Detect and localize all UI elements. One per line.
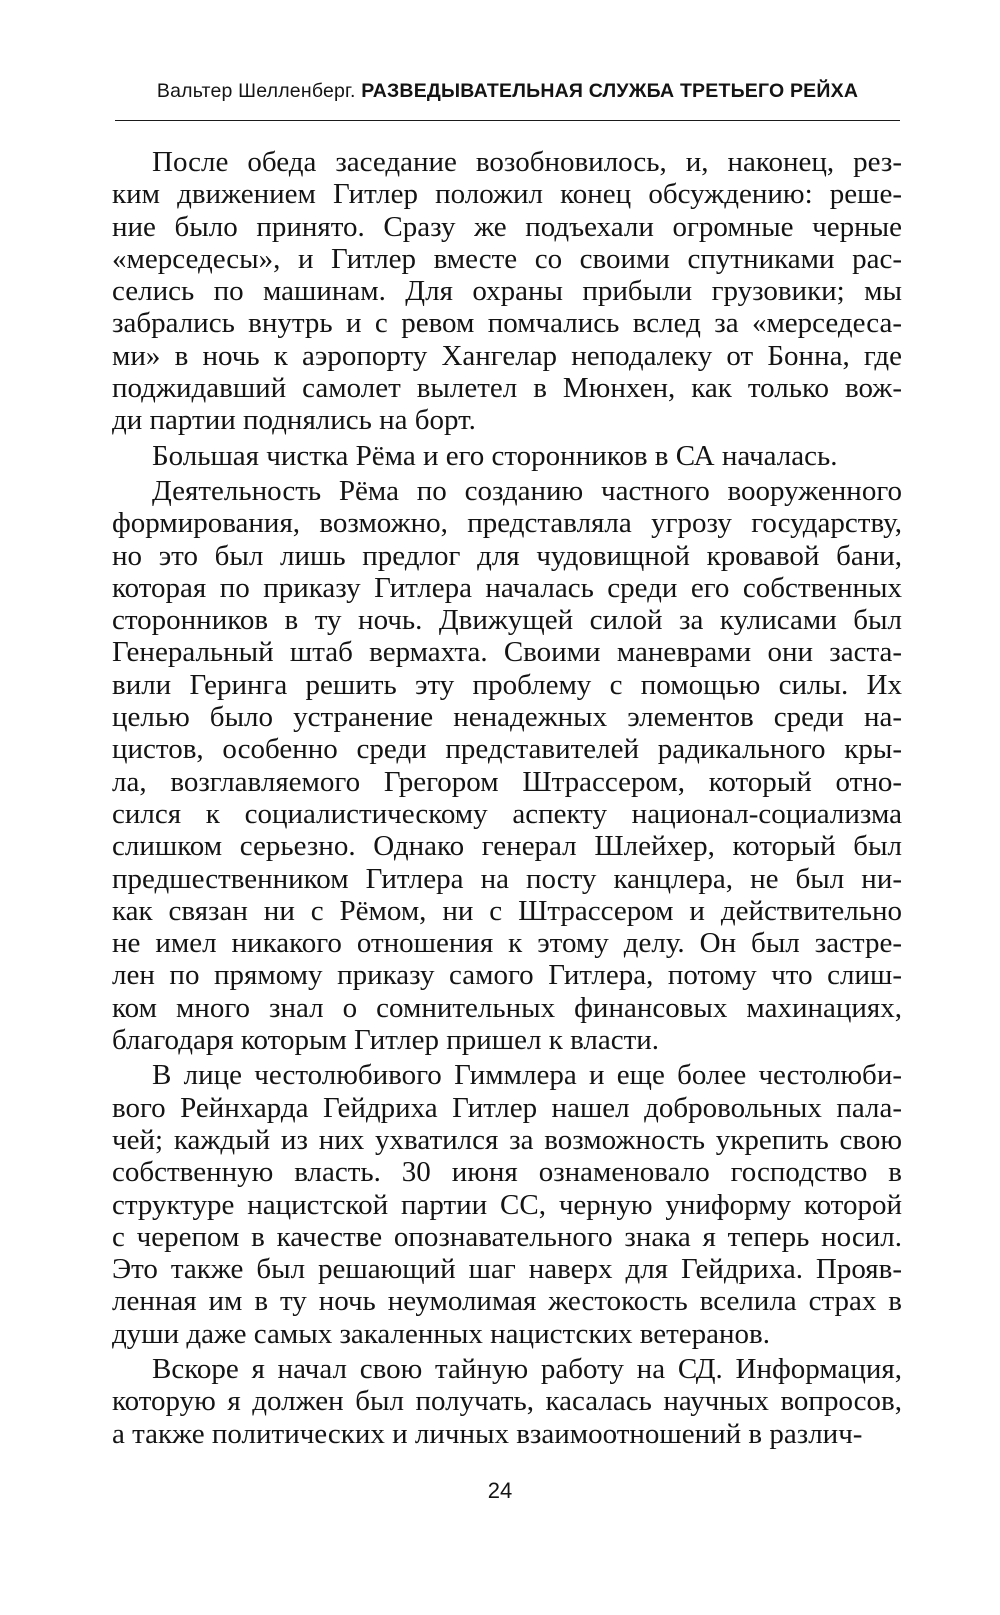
text-line: собственную власть. 30 июня ознаменовало господство в	[112, 1156, 902, 1189]
text-line: благодаря которым Гитлер пришел к власти.	[112, 1024, 660, 1057]
header-rule	[115, 120, 900, 121]
text-line: ком много знал о сомнительных финансовых махинациях,	[112, 991, 902, 1024]
text-line: Генеральный штаб вермахта. Своими маневрами они заста-	[112, 636, 902, 669]
header-title: РАЗВЕДЫВАТЕЛЬНАЯ СЛУЖБА ТРЕТЬЕГО РЕЙХА	[361, 80, 859, 102]
paragraph	[112, 1059, 902, 1350]
text-line: забрались внутрь и с ревом помчались вслед за «мерседеса-	[112, 307, 902, 340]
text-line: Это также был решающий шаг наверх для Гейдриха. Прояв-	[112, 1253, 902, 1286]
text-line: структуре нацистской партии СС, черную униформу которой	[112, 1188, 902, 1221]
text-line: не имел никакого отношения к этому делу. Он был застре-	[112, 927, 902, 960]
text-line: ленная им в ту ночь неумолимая жестокость вселила страх в	[112, 1285, 902, 1318]
page-number: 24	[487, 1478, 513, 1503]
header-author: Вальтер Шелленберг.	[156, 80, 356, 102]
text-line: Большая чистка Рёма и его сторонников в СА началась.	[152, 439, 838, 472]
paragraph	[112, 1353, 902, 1450]
paragraph	[112, 146, 902, 437]
text-line: формирования, возможно, представляла угрозу государству,	[112, 507, 902, 540]
text-line: цистов, особенно среди представителей радикального кры-	[112, 733, 902, 766]
text-line: ние было принято. Сразу же подъехали огромные черные	[112, 210, 902, 243]
text-line: селись по машинам. Для охраны прибыли грузовики; мы	[112, 275, 902, 308]
text-line: слишком серьезно. Однако генерал Шлейхер, который был	[112, 830, 902, 863]
text-line: «мерседесы», и Гитлер вместе со своими спутниками рас-	[112, 242, 902, 275]
text-line: сторонников в ту ночь. Движущей силой за кулисами был	[112, 604, 902, 637]
text-line: ми» в ночь к аэропорту Хангелар неподалеку от Бонна, где	[112, 339, 902, 372]
text-line: предшественником Гитлера на посту канцлера, не был ни-	[112, 862, 902, 895]
text-line: сился к социалистическому аспекту национал-социализма	[112, 797, 902, 830]
text-line: а также политических и личных взаимоотношений в различ-	[112, 1417, 863, 1450]
text-line: Деятельность Рёма по созданию частного вооруженного	[152, 474, 902, 507]
body-text	[112, 146, 902, 1453]
text-line: чей; каждый из них ухватился за возможность укрепить свою	[112, 1123, 902, 1156]
text-line: как связан ни с Рёмом, ни с Штрассером и действительно	[112, 894, 902, 927]
paragraph	[112, 475, 902, 1056]
text-line: После обеда заседание возобновилось, и, наконец, рез-	[152, 146, 902, 178]
text-line: которая по приказу Гитлера началась среди его собственных	[112, 571, 902, 604]
text-line: которую я должен был получать, касалась научных вопросов,	[112, 1385, 902, 1418]
text-line: души даже самых закаленных нацистских ветеранов.	[112, 1317, 770, 1350]
running-header	[115, 80, 900, 103]
text-line: лен по прямому приказу самого Гитлера, потому что слиш-	[112, 959, 902, 992]
text-line: целью было устранение ненадежных элементов среди на-	[112, 701, 902, 734]
text-line: с черепом в качестве опознавательного знака я теперь носил.	[112, 1220, 902, 1253]
text-line: вого Рейнхарда Гейдриха Гитлер нашел добровольных пала-	[112, 1091, 902, 1124]
text-line: ла, возглавляемого Грегором Штрассером, который отно-	[112, 765, 902, 798]
text-line: вили Геринга решить эту проблему с помощью силы. Их	[112, 668, 902, 701]
text-line: Вскоре я начал свою тайную работу на СД. Информация,	[152, 1352, 902, 1385]
text-line: В лице честолюбивого Гиммлера и еще более честолюби-	[152, 1059, 902, 1092]
text-line: но это был лишь предлог для чудовищной кровавой бани,	[112, 539, 902, 572]
text-line: ким движением Гитлер положил конец обсуждению: реше-	[112, 178, 902, 211]
text-line: поджидавший самолет вылетел в Мюнхен, как только вож-	[112, 372, 902, 405]
text-line: ди партии поднялись на борт.	[112, 404, 476, 437]
paragraph	[112, 440, 902, 472]
